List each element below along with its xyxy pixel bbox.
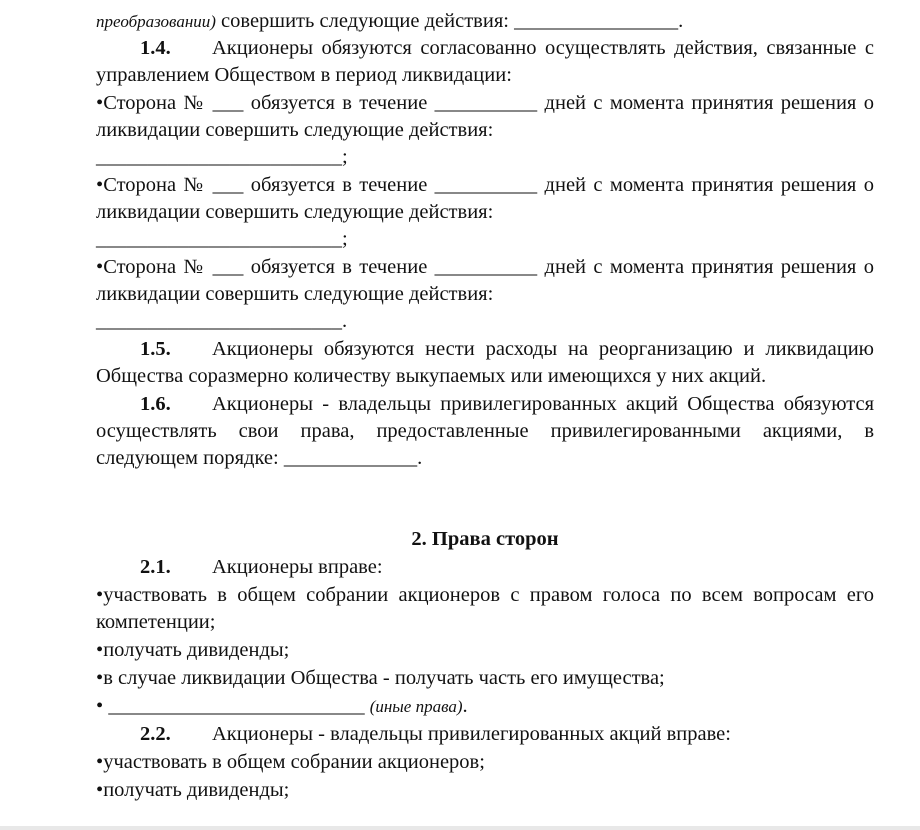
bullet-marker: • xyxy=(96,751,104,773)
clause-1-4-text: Акционеры обязуются согласованно осуществлять действия, связанные с управлением Обществом в период ликвидации: xyxy=(96,37,874,86)
clause-1-4 xyxy=(96,35,874,89)
list-item-blank: _________________________ xyxy=(103,695,370,717)
list-item-end: . xyxy=(462,695,468,717)
list-item-blank: ________________________. xyxy=(96,310,348,332)
bullet-marker: • xyxy=(96,667,104,689)
clause-1-6-number: 1.6. xyxy=(140,393,171,415)
list-item-text: Сторона № ___ обязуется в течение __________ дней с момента принятия решения о ликвидации совершить следующие действия: xyxy=(96,174,874,223)
section-heading: 2. Права сторон xyxy=(411,528,559,550)
bullet-marker: • xyxy=(96,92,104,114)
list-item-text: Сторона № ___ обязуется в течение __________ дней с момента принятия решения о ликвидации совершить следующие действия: xyxy=(96,92,874,141)
clause-1-5-number: 1.5. xyxy=(140,338,171,360)
bullet-marker: • xyxy=(96,256,104,278)
list-item-italic-note: (иные права) xyxy=(369,697,463,716)
list-item-text: в случае ликвидации Общества - получать часть его имущества; xyxy=(103,667,665,689)
bullet-marker: • xyxy=(96,174,104,196)
clause-1-4-number: 1.4. xyxy=(140,37,171,59)
list-item-blank: ________________________; xyxy=(96,146,348,168)
clause-2-1 xyxy=(96,554,874,581)
top-line-italic: преобразовании) xyxy=(96,12,216,31)
list-item-text: участвовать в общем собрании акционеров; xyxy=(103,751,485,773)
top-line-rest: совершить следующие действия: ________________. xyxy=(215,10,684,32)
list-item xyxy=(96,777,874,804)
list-item-text: участвовать в общем собрании акционеров с правом голоса по всем вопросам его компетенции; xyxy=(96,584,874,633)
clause-2-2-number: 2.2. xyxy=(140,723,171,745)
clause-2-2 xyxy=(96,721,874,748)
list-item xyxy=(96,172,874,253)
list-item xyxy=(96,665,874,692)
bullet-marker: • xyxy=(96,695,104,717)
bullet-marker: • xyxy=(96,779,104,801)
list-item xyxy=(96,693,874,720)
clause-2-1-number: 2.1. xyxy=(140,556,171,578)
window-bottom-edge xyxy=(0,826,920,830)
clause-1-5 xyxy=(96,336,874,390)
list-item xyxy=(96,637,874,664)
clause-1-5-text: Акционеры обязуются нести расходы на реорганизацию и ликвидацию Общества соразмерно количеству выкупаемых или имеющихся у них акций. xyxy=(96,338,874,387)
document-body xyxy=(96,8,874,804)
clause-2-1-text: Акционеры вправе: xyxy=(212,556,383,578)
bullet-marker: • xyxy=(96,584,104,606)
clause-1-6-text: Акционеры - владельцы привилегированных акций Общества обязуются осуществлять свои права, предоставленные привилегированными акциями, в следующем порядке: _____________. xyxy=(96,393,874,469)
bullet-marker: • xyxy=(96,639,104,661)
list-item-text: Сторона № ___ обязуется в течение __________ дней с момента принятия решения о ликвидации совершить следующие действия: xyxy=(96,256,874,305)
clause-2-2-text: Акционеры - владельцы привилегированных акций вправе: xyxy=(212,723,731,745)
top-line xyxy=(96,8,874,35)
list-item xyxy=(96,749,874,776)
clause-1-6 xyxy=(96,391,874,472)
list-item xyxy=(96,90,874,171)
list-item xyxy=(96,254,874,335)
list-item-text: получать дивиденды; xyxy=(103,639,290,661)
list-item xyxy=(96,582,874,636)
list-item-blank: ________________________; xyxy=(96,228,348,250)
list-item-text: получать дивиденды; xyxy=(103,779,290,801)
